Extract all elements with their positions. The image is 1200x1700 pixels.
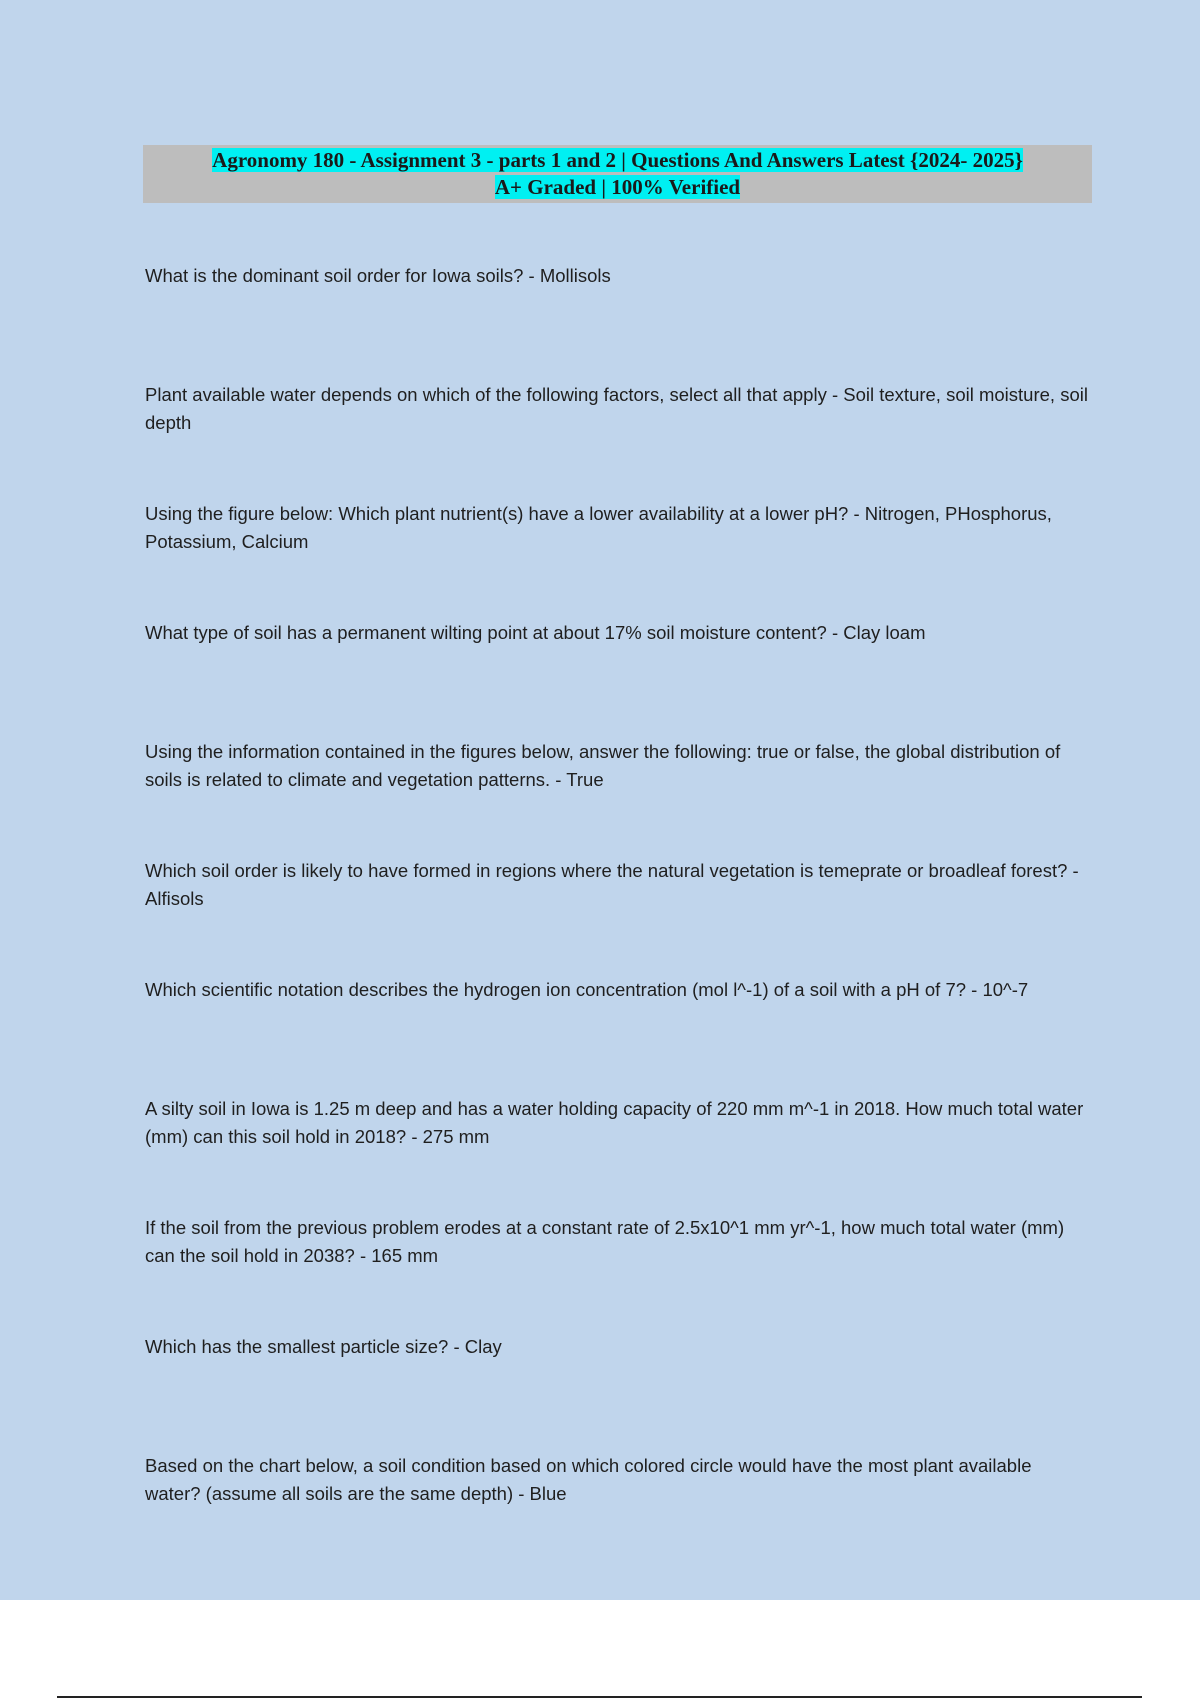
question-answer-list [145,262,1090,1571]
title-line-2: A+ Graded | 100% Verified [494,175,741,199]
qa-item: Plant available water depends on which of the following factors, select all that apply - Soil texture, soil moisture, soil depth [145,384,1088,433]
qa-item: Which has the smallest particle size? - Clay [145,1336,502,1357]
qa-item: Which soil order is likely to have formed in regions where the natural vegetation is temeprate or broadleaf forest? - Alfisols [145,860,1079,909]
qa-item: What type of soil has a permanent wilting point at about 17% soil moisture content? - Clay loam [145,622,926,643]
qa-item: Which scientific notation describes the hydrogen ion concentration (mol l^-1) of a soil with a pH of 7? - 10^-7 [145,979,1029,1000]
qa-item: Based on the chart below, a soil condition based on which colored circle would have the most plant available water? (assume all soils are the same depth) - Blue [145,1455,1032,1504]
qa-item: Using the information contained in the figures below, answer the following: true or false, the global distribution of soils is related to climate and vegetation patterns. - True [145,741,1061,790]
footer-divider [57,1696,1142,1698]
qa-item: Using the figure below: Which plant nutrient(s) have a lower availability at a lower pH? - Nitrogen, PHosphorus, Potassium, Calcium [145,503,1052,552]
qa-item: What is the dominant soil order for Iowa soils? - Mollisols [145,265,611,286]
qa-item: If the soil from the previous problem erodes at a constant rate of 2.5x10^1 mm yr^-1, how much total water (mm) can the soil hold in 2038? - 165 mm [145,1217,1065,1266]
title-line-1: Agronomy 180 - Assignment 3 - parts 1 and 2 | Questions And Answers Latest {2024- 2025} [212,148,1023,172]
qa-item: A silty soil in Iowa is 1.25 m deep and has a water holding capacity of 220 mm m^-1 in 2018. How much total water (mm) can this soil hold in 2018? - 275 mm [145,1098,1084,1147]
document-title [143,145,1092,203]
